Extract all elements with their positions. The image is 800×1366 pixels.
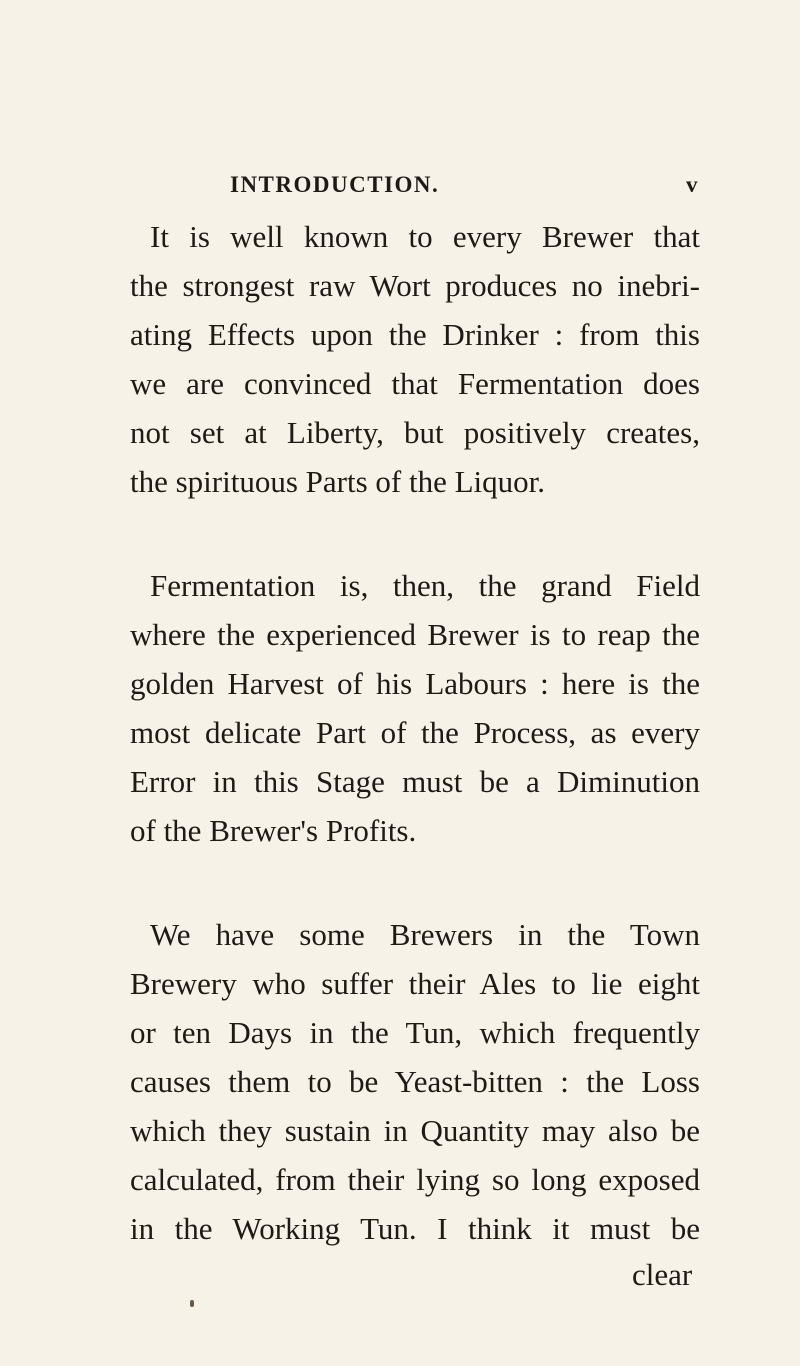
text-line: where the experienced Brewer is to reap the [130,617,700,652]
text-line: Fermentation is, then, the grand Field [150,568,700,603]
text-line: golden Harvest of his Labours : here is the [130,666,700,701]
ink-speck [190,1300,194,1307]
body-text [130,212,700,1308]
text-line: It is well known to every Brewer that [150,219,700,254]
text-line: causes them to be Yeast-bitten : the Loss [130,1064,700,1099]
text-line: of the Brewer's Profits. [130,813,417,848]
text-line: not set at Liberty, but positively creates, [130,415,700,450]
text-line: the strongest raw Wort produces no inebri- [130,268,700,303]
text-line: we are convinced that Fermentation does [130,366,700,401]
text-line: or ten Days in the Tun, which frequently [130,1015,700,1050]
running-title: INTRODUCTION. [230,172,440,197]
text-line: Error in this Stage must be a Diminution [130,764,700,799]
paragraph-2 [130,561,700,855]
text-line: in the Working Tun. I think it must be [130,1211,700,1246]
paragraph-3 [130,910,700,1253]
text-line: which they sustain in Quantity may also be [130,1113,700,1148]
text-line: the spirituous Parts of the Liquor. [130,464,546,499]
running-head [0,172,800,202]
text-line: most delicate Part of the Process, as every [130,715,700,750]
page-number: v [686,172,698,197]
text-line: calculated, from their lying so long exposed [130,1162,700,1197]
paragraph-1 [130,212,700,506]
text-line: Brewery who suffer their Ales to lie eight [130,966,700,1001]
catchword: clear [632,1257,693,1292]
text-line: We have some Brewers in the Town [150,917,700,952]
text-line: ating Effects upon the Drinker : from this [130,317,700,352]
